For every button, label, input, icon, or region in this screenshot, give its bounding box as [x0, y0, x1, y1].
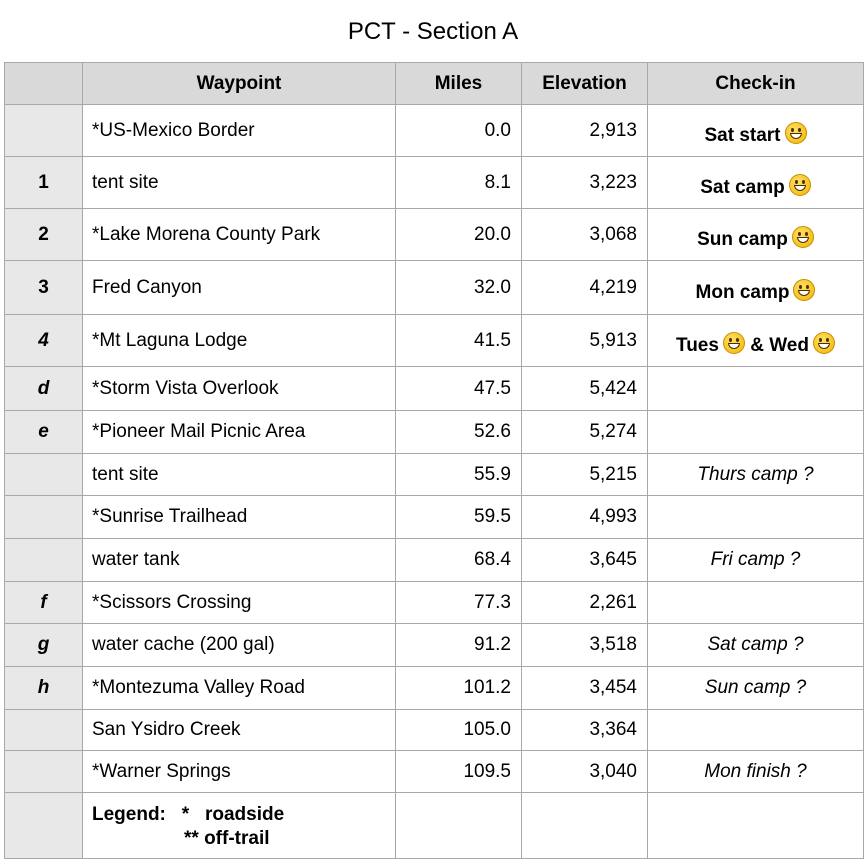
waypoint-cell[interactable]: *US-Mexico Border [83, 105, 396, 157]
checkin-text: Tues [676, 335, 719, 356]
grinning-face-icon [789, 174, 811, 196]
table-row [5, 105, 864, 157]
checkin-text-2: & Wed [750, 335, 809, 356]
waypoint-cell[interactable]: water cache (200 gal) [83, 624, 396, 667]
checkin-text: Sat camp [700, 177, 785, 198]
checkin-cell[interactable] [648, 496, 864, 539]
waypoint-cell[interactable]: Fred Canyon [83, 261, 396, 315]
table-row [5, 209, 864, 261]
miles-cell[interactable]: 105.0 [396, 710, 522, 751]
waypoint-cell[interactable]: *Mt Laguna Lodge [83, 315, 396, 367]
header-miles[interactable]: Miles [396, 63, 522, 105]
waypoint-cell[interactable]: water tank [83, 539, 396, 582]
checkin-text: Sat camp ? [707, 634, 804, 655]
table-row [5, 710, 864, 751]
table-row [5, 539, 864, 582]
elevation-cell[interactable]: 5,274 [522, 411, 648, 454]
row-number-cell[interactable]: 3 [5, 261, 83, 315]
waypoint-cell[interactable]: *Montezuma Valley Road [83, 667, 396, 710]
table-row [5, 367, 864, 411]
legend-empty-elevation[interactable] [522, 793, 648, 859]
elevation-cell[interactable]: 2,913 [522, 105, 648, 157]
miles-cell[interactable]: 20.0 [396, 209, 522, 261]
waypoint-cell[interactable]: tent site [83, 454, 396, 496]
row-number-cell[interactable] [5, 539, 83, 582]
checkin-text: Fri camp ? [710, 549, 801, 570]
elevation-cell[interactable]: 5,215 [522, 454, 648, 496]
table-row [5, 751, 864, 793]
miles-cell[interactable]: 41.5 [396, 315, 522, 367]
elevation-cell[interactable]: 3,040 [522, 751, 648, 793]
row-number-cell[interactable] [5, 710, 83, 751]
elevation-cell[interactable]: 2,261 [522, 582, 648, 624]
miles-cell[interactable]: 55.9 [396, 454, 522, 496]
elevation-cell[interactable]: 3,454 [522, 667, 648, 710]
table-row [5, 454, 864, 496]
miles-cell[interactable]: 68.4 [396, 539, 522, 582]
checkin-cell[interactable] [648, 710, 864, 751]
elevation-cell[interactable]: 4,219 [522, 261, 648, 315]
miles-cell[interactable]: 59.5 [396, 496, 522, 539]
grinning-face-icon [793, 279, 815, 301]
waypoint-cell[interactable]: *Sunrise Trailhead [83, 496, 396, 539]
table-row [5, 157, 864, 209]
row-number-cell[interactable] [5, 496, 83, 539]
miles-cell[interactable]: 32.0 [396, 261, 522, 315]
header-elevation[interactable]: Elevation [522, 63, 648, 105]
elevation-cell[interactable]: 4,993 [522, 496, 648, 539]
header-waypoint[interactable]: Waypoint [83, 63, 396, 105]
waypoint-cell[interactable]: *Pioneer Mail Picnic Area [83, 411, 396, 454]
sheet-title: PCT - Section A [347, 18, 519, 45]
checkin-cell[interactable] [648, 157, 864, 209]
waypoint-table [4, 62, 864, 859]
row-number-cell[interactable]: 1 [5, 157, 83, 209]
header-num[interactable] [5, 63, 83, 105]
checkin-cell[interactable] [648, 411, 864, 454]
row-number-cell[interactable]: h [5, 667, 83, 710]
checkin-cell[interactable] [648, 261, 864, 315]
table-row [5, 261, 864, 315]
checkin-text: Mon camp [695, 282, 790, 303]
checkin-text: Sun camp ? [704, 677, 807, 698]
checkin-cell[interactable] [648, 624, 864, 667]
grinning-face-icon [785, 122, 807, 144]
grinning-face-icon [792, 226, 814, 248]
checkin-cell[interactable] [648, 367, 864, 411]
miles-cell[interactable]: 47.5 [396, 367, 522, 411]
legend-line-offtrail: ** off-trail [184, 827, 270, 849]
row-number-cell[interactable]: e [5, 411, 83, 454]
waypoint-cell[interactable]: *Lake Morena County Park [83, 209, 396, 261]
elevation-cell[interactable]: 5,424 [522, 367, 648, 411]
legend-empty-checkin[interactable] [648, 793, 864, 859]
miles-cell[interactable]: 101.2 [396, 667, 522, 710]
checkin-cell[interactable] [648, 454, 864, 496]
waypoint-cell[interactable]: tent site [83, 157, 396, 209]
checkin-cell[interactable] [648, 667, 864, 710]
checkin-text: Sun camp [697, 229, 788, 250]
grinning-face-icon [723, 332, 745, 354]
row-number-cell[interactable]: 2 [5, 209, 83, 261]
row-number-cell[interactable] [5, 454, 83, 496]
table-row [5, 667, 864, 710]
grinning-face-icon [813, 332, 835, 354]
row-number-cell[interactable] [5, 751, 83, 793]
checkin-cell[interactable] [648, 582, 864, 624]
miles-cell[interactable]: 77.3 [396, 582, 522, 624]
waypoint-cell[interactable]: *Warner Springs [83, 751, 396, 793]
table-row [5, 411, 864, 454]
checkin-text: Thurs camp ? [697, 463, 814, 485]
checkin-cell[interactable] [648, 209, 864, 261]
legend-empty-miles[interactable] [396, 793, 522, 859]
table-row [5, 624, 864, 667]
header-checkin[interactable]: Check-in [648, 63, 864, 105]
legend-cell[interactable] [83, 793, 396, 859]
checkin-cell[interactable] [648, 539, 864, 582]
elevation-cell[interactable]: 5,913 [522, 315, 648, 367]
row-number-cell[interactable] [5, 105, 83, 157]
row-number-cell[interactable]: f [5, 582, 83, 624]
table-row [5, 582, 864, 624]
elevation-cell[interactable]: 3,645 [522, 539, 648, 582]
header-row [5, 63, 864, 105]
checkin-text: Sat start [704, 125, 781, 146]
waypoint-cell[interactable]: *Scissors Crossing [83, 582, 396, 624]
miles-cell[interactable]: 0.0 [396, 105, 522, 157]
waypoint-cell[interactable]: San Ysidro Creek [83, 710, 396, 751]
row-number-cell[interactable]: g [5, 624, 83, 667]
miles-cell[interactable]: 91.2 [396, 624, 522, 667]
elevation-cell[interactable]: 3,223 [522, 157, 648, 209]
waypoint-cell[interactable]: *Storm Vista Overlook [83, 367, 396, 411]
table-row [5, 315, 864, 367]
checkin-cell[interactable] [648, 105, 864, 157]
legend-line-roadside: * roadside [181, 803, 285, 825]
elevation-cell[interactable]: 3,364 [522, 710, 648, 751]
miles-cell[interactable]: 8.1 [396, 157, 522, 209]
elevation-cell[interactable]: 3,068 [522, 209, 648, 261]
miles-cell[interactable]: 52.6 [396, 411, 522, 454]
checkin-cell[interactable] [648, 751, 864, 793]
row-number-cell[interactable]: d [5, 367, 83, 411]
legend-num-cell[interactable] [5, 793, 83, 859]
checkin-cell[interactable] [648, 315, 864, 367]
table-row [5, 496, 864, 539]
row-number-cell[interactable]: 4 [5, 315, 83, 367]
miles-cell[interactable]: 109.5 [396, 751, 522, 793]
elevation-cell[interactable]: 3,518 [522, 624, 648, 667]
legend [92, 801, 395, 851]
legend-label: Legend: [92, 803, 166, 825]
legend-row [5, 793, 864, 859]
checkin-text: Mon finish ? [704, 760, 807, 782]
